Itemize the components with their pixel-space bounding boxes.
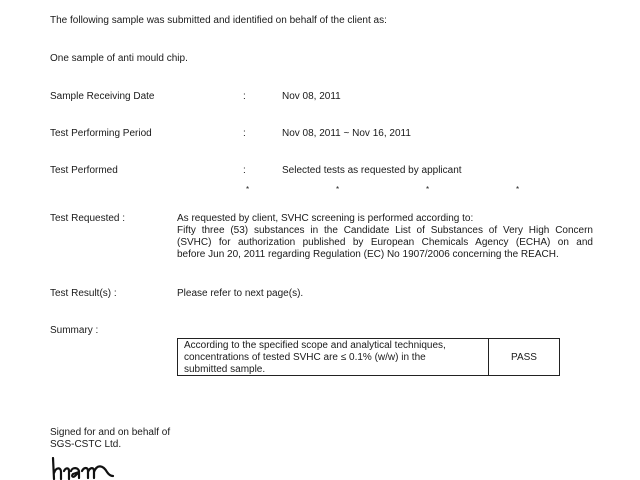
summary-statement — [178, 339, 489, 375]
summary-result-cell — [489, 339, 559, 375]
summary-line: submitted sample. — [184, 364, 266, 375]
field-colon: : — [243, 165, 246, 176]
signoff-company: SGS-CSTC Ltd. — [50, 439, 122, 450]
test-requested-line: As requested by client, SVHC screening is performed according to: — [177, 213, 474, 224]
field-value-receiving-date: Nov 08, 2011 — [282, 91, 341, 102]
field-value-performing-period: Nov 08, 2011 ~ Nov 16, 2011 — [282, 128, 411, 139]
separator-mark: * — [516, 185, 520, 194]
separator-mark: * — [426, 185, 430, 194]
field-label-performing-period: Test Performing Period — [50, 128, 152, 139]
field-label-test-performed: Test Performed — [50, 165, 118, 176]
test-results-label: Test Result(s) : — [50, 288, 117, 299]
summary-line: concentrations of tested SVHC are ≤ 0.1% (w/w) in the — [184, 352, 426, 363]
field-colon: : — [243, 128, 246, 139]
test-requested-text — [177, 213, 593, 261]
test-requested-label: Test Requested : — [50, 213, 126, 224]
field-value-test-performed: Selected tests as requested by applicant — [282, 165, 462, 176]
summary-label: Summary : — [50, 325, 99, 336]
test-requested-line: Fifty three (53) substances in the Candidate List of Substances of Very High Concern — [177, 225, 593, 236]
field-label-receiving-date: Sample Receiving Date — [50, 91, 155, 102]
signoff-line-1: Signed for and on behalf of — [50, 427, 171, 438]
test-requested-line: (SVHC) for authorization published by European Chemicals Agency (ECHA) on and — [177, 237, 593, 248]
signature-icon — [50, 457, 130, 480]
separator-mark: * — [246, 185, 250, 194]
summary-line: According to the specified scope and analytical techniques, — [184, 340, 446, 351]
separator-mark: * — [336, 185, 340, 194]
sample-description: One sample of anti mould chip. — [50, 53, 188, 64]
summary-table — [177, 338, 560, 376]
field-colon: : — [243, 91, 246, 102]
test-results-value: Please refer to next page(s). — [177, 288, 304, 299]
pass-result: PASS — [511, 351, 537, 363]
intro-statement: The following sample was submitted and identified on behalf of the client as: — [50, 15, 387, 26]
test-requested-line: before Jun 20, 2011 regarding Regulation (EC) No 1907/2006 concerning the REACH. — [177, 249, 559, 260]
